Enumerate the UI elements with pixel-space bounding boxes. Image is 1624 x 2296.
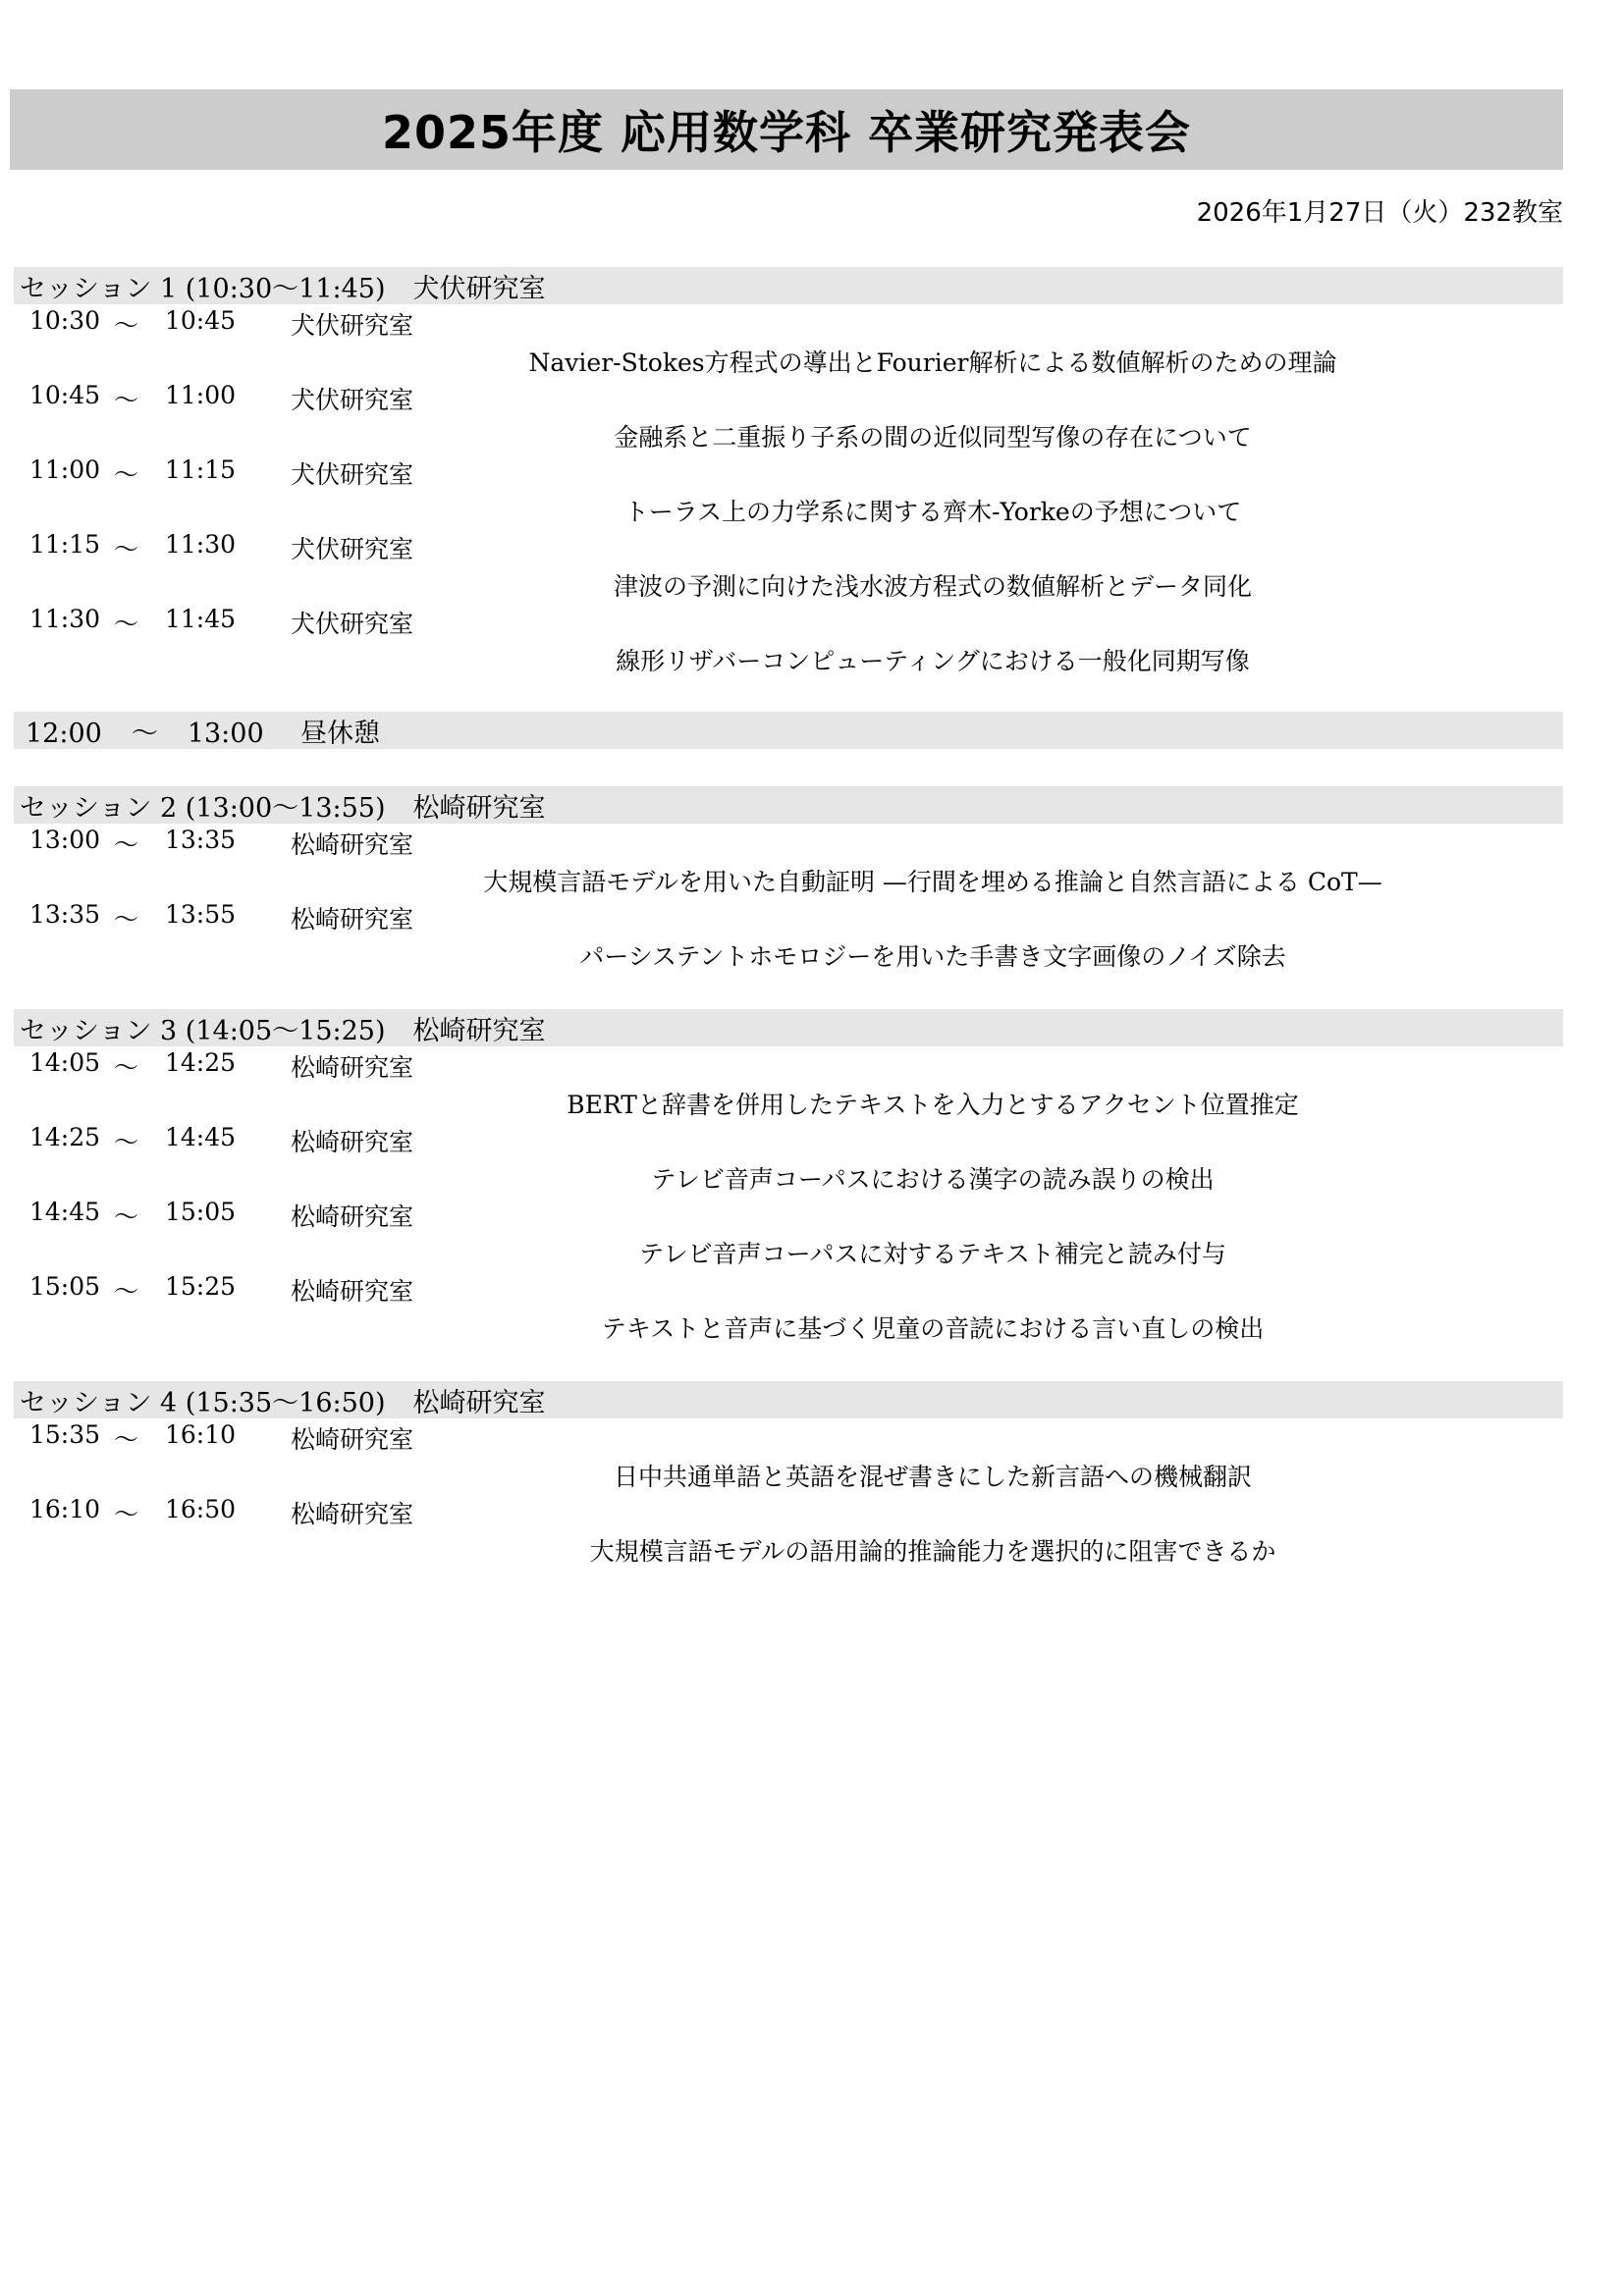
talk-row [0,601,1624,675]
talk-end-time: 14:25 [165,1048,237,1077]
talk-end-time: 15:25 [165,1272,237,1301]
talk-title: パーシステントホモロジーを用いた手書き文字画像のノイズ除去 [579,942,1286,971]
break-label: 昼休憩 [300,718,380,749]
talk-end-time: 11:15 [165,455,237,484]
talk-start-time: 14:05 [29,1048,101,1077]
time-separator: 〜 [114,1128,139,1156]
session-label: セッション 4 (15:35〜16:50) [20,1387,386,1418]
talk-lab: 犬伏研究室 [291,460,414,489]
talk-end-time: 11:00 [165,381,237,409]
session-header [14,267,1563,304]
talk-title: BERTと辞書を併用したテキストを入力とするアクセント位置推定 [567,1091,1299,1119]
talk-row [0,377,1624,452]
talk-row [0,822,1624,896]
time-separator: 〜 [114,386,139,414]
talk-row [0,526,1624,601]
talk-row [0,302,1624,377]
talk-end-time: 13:35 [165,826,237,854]
talk-row [0,1044,1624,1119]
time-separator: 〜 [114,1425,139,1454]
talk-title: テレビ音声コーパスに対するテキスト補完と読み付与 [639,1240,1226,1268]
break-start-time: 12:00 [26,718,102,749]
session-lab: 松崎研究室 [412,792,546,824]
talk-start-time: 13:35 [29,900,101,929]
session-lab: 犬伏研究室 [412,273,546,304]
talk-start-time: 10:45 [29,381,101,409]
talk-title: テレビ音声コーパスにおける漢字の読み誤りの検出 [651,1165,1215,1194]
talk-start-time: 15:35 [29,1420,101,1449]
date-room: 2026年1月27日（火）232教室 [1196,198,1563,228]
time-separator: 〜 [114,1053,139,1082]
talk-row [0,452,1624,526]
talk-title: トーラス上の力学系に関する齊木-Yorkeの予想について [623,498,1242,526]
talk-start-time: 15:05 [29,1272,101,1301]
talk-start-time: 11:00 [29,455,101,484]
session-label: セッション 1 (10:30〜11:45) [20,273,386,304]
talk-title: テキストと音声に基づく児童の音読における言い直しの検出 [601,1314,1265,1343]
time-separator: 〜 [114,610,139,638]
session-header [14,1009,1563,1046]
session-lab: 松崎研究室 [412,1015,546,1046]
talk-row [0,1119,1624,1194]
talk-lab: 松崎研究室 [291,830,414,859]
session-header [14,1381,1563,1418]
talk-row [0,1268,1624,1343]
talk-start-time: 14:45 [29,1198,101,1226]
talk-end-time: 16:50 [165,1495,237,1523]
talk-end-time: 16:10 [165,1420,237,1449]
session-label: セッション 3 (14:05〜15:25) [20,1015,386,1046]
talk-row [0,1194,1624,1268]
talk-start-time: 13:00 [29,826,101,854]
talk-lab: 松崎研究室 [291,1277,414,1306]
talk-title: 大規模言語モデルを用いた自動証明 —行間を埋める推論と自然言語による CoT— [483,868,1382,896]
talk-lab: 犬伏研究室 [291,311,414,340]
talk-lab: 松崎研究室 [291,1202,414,1231]
talk-lab: 犬伏研究室 [291,610,414,638]
talk-row [0,1491,1624,1566]
time-separator: 〜 [114,1202,139,1231]
time-separator: 〜 [114,311,139,340]
talk-lab: 松崎研究室 [291,905,414,934]
session-header [14,786,1563,824]
talk-start-time: 10:30 [29,306,101,335]
time-separator: 〜 [114,535,139,563]
talk-end-time: 13:55 [165,900,237,929]
document-title: 2025年度 応用数学科 卒業研究発表会 [381,106,1192,159]
lunch-break-bar [14,712,1563,749]
break-end-time: 13:00 [187,718,264,749]
session-label: セッション 2 (13:00〜13:55) [20,792,386,824]
talk-end-time: 11:45 [165,605,237,633]
talk-row [0,896,1624,971]
time-separator: 〜 [114,1277,139,1306]
talk-lab: 松崎研究室 [291,1500,414,1528]
time-separator: 〜 [131,718,158,749]
break-time [26,712,291,750]
talk-end-time: 11:30 [165,530,237,559]
talk-end-time: 15:05 [165,1198,237,1226]
talk-lab: 犬伏研究室 [291,386,414,414]
talk-start-time: 14:25 [29,1123,101,1151]
talk-lab: 松崎研究室 [291,1425,414,1454]
time-separator: 〜 [114,905,139,934]
talk-end-time: 14:45 [165,1123,237,1151]
time-separator: 〜 [114,1500,139,1528]
talk-title: Navier-Stokes方程式の導出とFourier解析による数値解析のための理論 [528,348,1337,377]
talk-title: 日中共通単語と英語を混ぜ書きにした新言語への機械翻訳 [613,1463,1252,1491]
session-lab: 松崎研究室 [412,1387,546,1418]
talk-end-time: 10:45 [165,306,237,335]
talk-title: 津波の予測に向けた浅水波方程式の数値解析とデータ同化 [613,572,1252,601]
talk-title: 線形リザバーコンピューティングにおける一般化同期写像 [616,647,1250,675]
talk-lab: 松崎研究室 [291,1128,414,1156]
talk-start-time: 11:15 [29,530,101,559]
time-separator: 〜 [114,830,139,859]
talk-title: 金融系と二重振り子系の間の近似同型写像の存在について [614,423,1252,452]
talk-lab: 犬伏研究室 [291,535,414,563]
talk-start-time: 11:30 [29,605,101,633]
talk-start-time: 16:10 [29,1495,101,1523]
talk-lab: 松崎研究室 [291,1053,414,1082]
time-separator: 〜 [114,460,139,489]
talk-row [0,1416,1624,1491]
talk-title: 大規模言語モデルの語用論的推論能力を選択的に阻害できるか [589,1537,1276,1566]
